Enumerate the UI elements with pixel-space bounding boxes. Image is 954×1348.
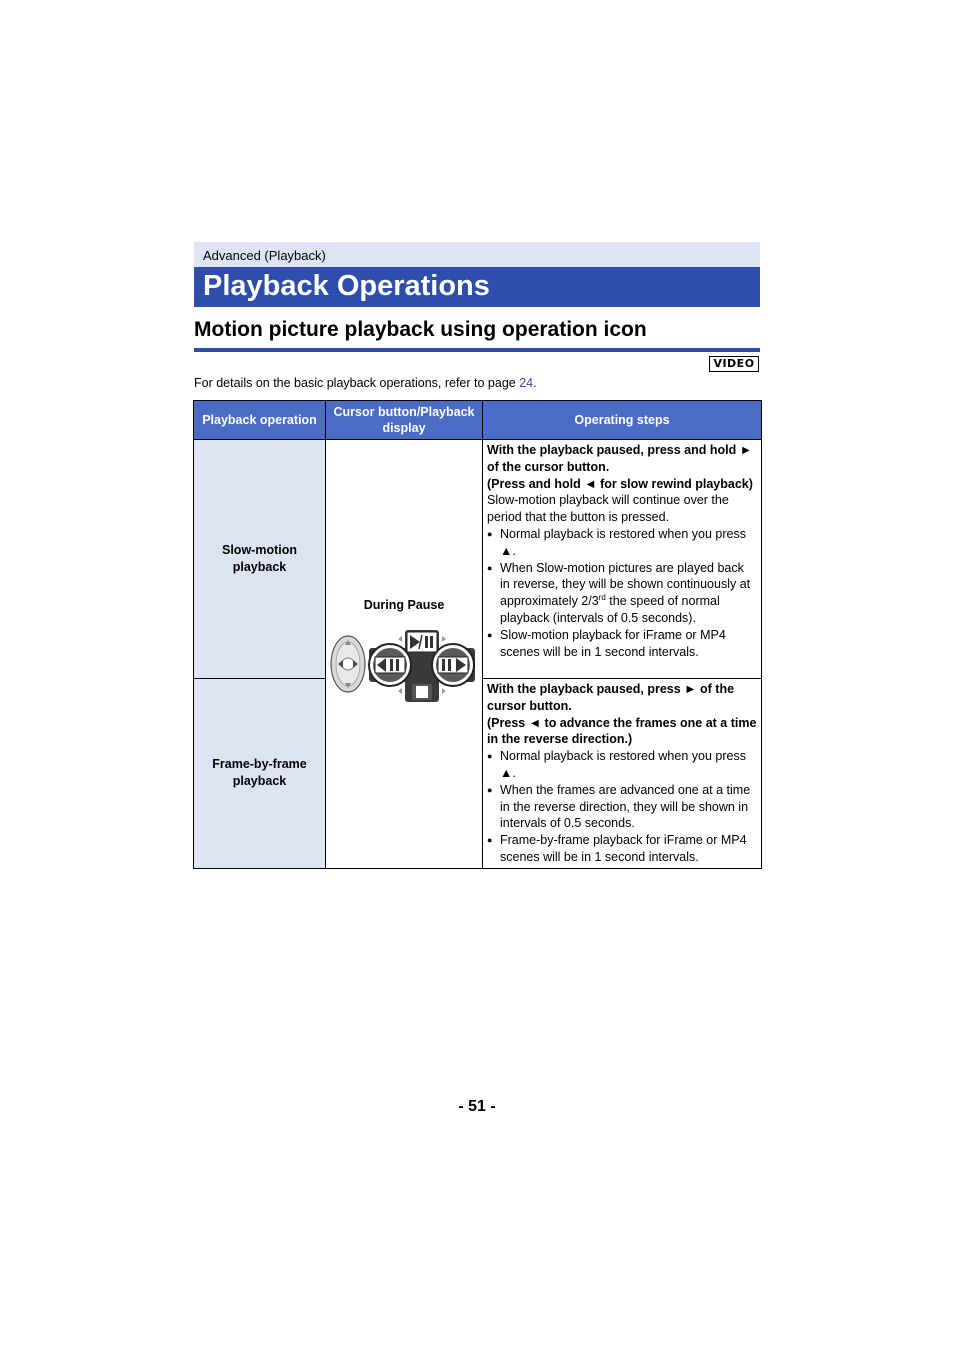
video-badge: VIDEO [709,356,759,372]
list-item [487,560,757,627]
intro-suffix: . [533,376,537,390]
page-link[interactable]: 24 [519,376,534,390]
cursor-button-icon [331,636,365,692]
frame-step-instruction: With the playback paused, press ► of the cursor button. [487,682,735,713]
page-title-bar [194,267,760,307]
page-number: - 51 - [458,1098,496,1115]
list-item: ● Normal playback is restored when you press ▲. [487,526,757,560]
steps-slow-motion [483,440,762,679]
table-header-row [194,401,762,440]
list-item: ● Slow-motion playback for iFrame or MP4 scenes will be in 1 second intervals. [487,627,757,661]
intro-text [194,374,537,392]
frame-bullet-list [487,748,757,866]
section-divider [194,348,760,352]
steps-frame-by-frame [483,679,762,869]
operation-icon-cluster [369,630,475,702]
cursor-display-cell [326,440,483,869]
breadcrumb: Advanced (Playback) [194,242,760,267]
slow-bullet-2-tail: the speed of normal playback (intervals of 0.5 seconds). [500,594,720,625]
list-item: ● Normal playback is restored when you press ▲. [487,748,757,782]
header-playback-operation: Playback operation [194,401,326,440]
during-pause-label: During Pause [363,598,445,612]
intro-sentence: For details on the basic playback operations, refer to page [194,376,520,390]
table-row-slow-motion [194,440,762,679]
header-cursor-button: Cursor button/Playback display [326,401,483,440]
list-item: ● Frame-by-frame playback for iFrame or MP4 scenes will be in 1 second intervals. [487,832,757,866]
list-item: ● When the frames are advanced one at a time in the reverse direction, they will be shown in intervals of 0.5 seconds. [487,782,757,832]
playback-operations-table [193,400,762,869]
operation-frame-by-frame: Frame-by-frame playback [194,679,326,869]
slow-bullet-2-sup: rd [598,593,606,603]
header-operating-steps: Operating steps [483,401,762,440]
page-title: Playback Operations [203,270,490,302]
slow-step-note: Slow-motion playback will continue over the period that the button is pressed. [487,493,729,525]
playback-controls-illustration [329,626,479,706]
frame-step-reverse: (Press ◄ to advance the frames one at a time in the reverse direction.) [487,715,757,747]
slow-bullet-2-text: When Slow-motion pictures are played back in reverse, they will be shown continuously at approximately 2/3 [500,560,751,609]
slow-bullet-list [487,526,757,660]
slow-step-reverse: (Press and hold ◄ for slow rewind playback) [487,476,753,491]
section-title: Motion picture playback using operation icon [194,318,647,341]
slow-step-instruction: With the playback paused, press and hold ► of the cursor button. [487,443,753,474]
operation-slow-motion: Slow-motion playback [194,440,326,679]
